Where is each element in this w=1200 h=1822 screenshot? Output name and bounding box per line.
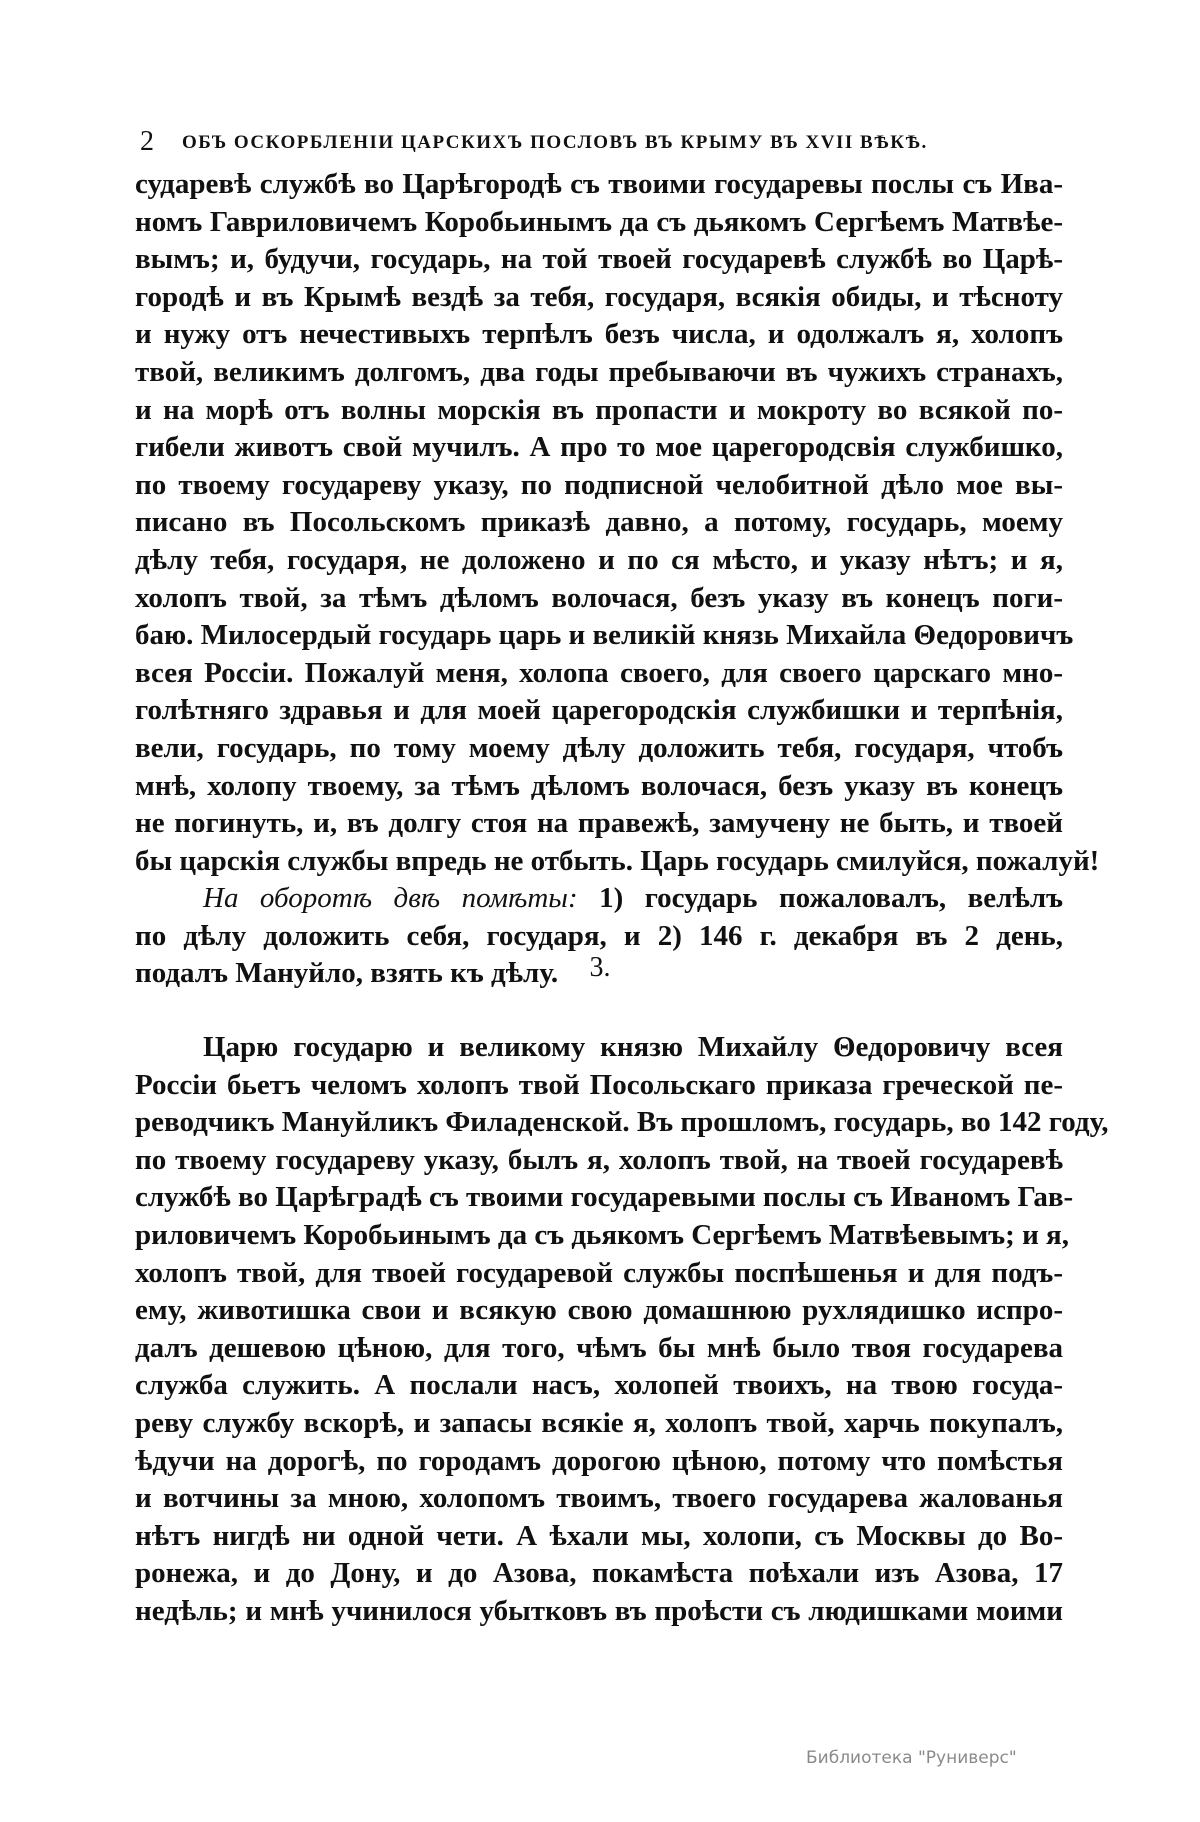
library-watermark: Библиотека "Руниверс" [806,1748,1017,1768]
note-line: подалъ Мануйло, взять къ дѣлу. [135,957,559,990]
text-line: вели, государь, по тому моему дѣлу доложить тебя, государя, чтобъ [135,731,1063,764]
text-line: риловичемъ Коробьинымъ да съ дьякомъ Сергѣемъ Матвѣевымъ; и я, [135,1218,1069,1251]
text-line: ронежа, и до Дону, и до Азова, покамѣста поѣхали изъ Азова, 17 [135,1557,1063,1590]
text-line: не погинуть, и, въ долгу стоя на правежѣ, замучену не быть, и твоей [135,807,1063,840]
note-line: по дѣлу доложить себя, государя, и 2) 146 г. декабря въ 2 день, [135,919,1063,952]
text-line: голѣтняго здравья и для моей царегородскія службишки и терпѣнія, [135,694,1063,727]
text-line: недѣль; и мнѣ учинилося убытковъ въ проѣсти съ людишками моими [135,1594,1063,1627]
section-number: 3. [589,952,611,983]
document-3-text [135,1029,1109,1631]
text-line: и вотчины за мною, холопомъ твоимъ, твоего государева жалованья [135,1482,1063,1515]
text-line: писано въ Посольскомъ приказѣ давно, а потому, государь, моему [135,506,1063,539]
text-line: Россіи бьетъ челомъ холопъ твой Посольскаго приказа греческой пе- [135,1068,1063,1101]
text-line: холопъ твой, за тѣмъ дѣломъ волочася, безъ указу въ конецъ поги- [135,581,1063,614]
running-header [140,126,1020,160]
text-line: гибели животъ свой мучилъ. А про то мое царегородсвія службишко, [135,431,1063,464]
text-line: Царю государю и великому князю Михайлу Θедоровичу всея [203,1031,1063,1063]
text-line: номъ Гавриловичемъ Коробьинымъ да съ дьякомъ Сергѣемъ Матвѣе- [135,205,1063,238]
page-number: 2 [140,126,154,157]
note-text: 1) государь пожаловалъ, велѣлъ [577,882,1063,915]
text-line: дѣлу тебя, государя, не доложено и по ся мѣсто, и указу нѣтъ; и я, [135,543,1063,576]
text-line: и нужу отъ нечестивыхъ терпѣлъ безъ числа, и одолжалъ я, холопъ [135,318,1063,351]
text-line: реву службу вскорѣ, и запасы всякіе я, холопъ твой, харчь покупалъ, [135,1406,1063,1439]
note-italic: На оборотѣ двѣ помѣты: [203,882,578,915]
text-line: баю. Милосердый государь царь и великій князь Михайла Θедоровичъ [135,619,1074,652]
text-line: далъ дешевою цѣною, для того, чѣмъ бы мнѣ было твоя государева [135,1331,1063,1364]
text-line: городѣ и въ Крымѣ вездѣ за тебя, государя, всякія обиды, и тѣсноту [135,280,1063,313]
running-title: ОБЪ ОСКОРБЛЕНІИ ЦАРСКИХЪ ПОСЛОВЪ ВЪ КРЫМУ ВЪ XVII ВѢКѢ. [182,132,928,153]
text-line: и на морѣ отъ волны морскія въ пропасти и мокроту во всякой по- [135,393,1063,426]
text-line: мнѣ, холопу твоему, за тѣмъ дѣломъ волочася, безъ указу въ конецъ [135,769,1063,802]
text-line: ѣдучи на дорогѣ, по городамъ дорогою цѣною, потому что помѣстья [135,1444,1063,1477]
text-line: бы царскія службы впредь не отбыть. Царь государь смилуйся, пожалуй! [135,844,1100,877]
text-line: по твоему государеву указу, былъ я, холопъ твой, на твоей государевѣ [135,1143,1063,1176]
document-2-text [135,166,1100,993]
text-line: служба служить. А послали насъ, холопей твоихъ, на твою госуда- [135,1369,1063,1402]
text-line: по твоему государеву указу, по подписной челобитной дѣло мое вы- [135,468,1063,501]
text-line: холопъ твой, для твоей государевой службы поспѣшенья и для подъ- [135,1256,1063,1289]
text-line: ему, животишка свои и всякую свою домашнюю рухлядишко испро- [135,1294,1063,1327]
text-line: службѣ во Царѣградѣ съ твоими государевыми послы съ Иваномъ Гав- [135,1181,1074,1214]
note-line [135,880,1063,918]
text-line: твой, великимъ долгомъ, два годы пребываючи въ чужихъ странахъ, [135,355,1063,388]
text-line: нѣтъ нигдѣ ни одной чети. А ѣхали мы, холопи, съ Москвы до Во- [135,1519,1063,1552]
text-line: вымъ; и, будучи, государь, на той твоей государевѣ службѣ во Царѣ- [135,243,1063,276]
text-line: всея Россіи. Пожалуй меня, холопа своего, для своего царскаго мно- [135,656,1063,689]
text-line: сударевѣ службѣ во Царѣгородѣ съ твоими государевы послы съ Ива- [135,168,1063,200]
text-line: реводчикъ Мануйликъ Филаденской. Въ прошломъ, государь, во 142 году, [135,1106,1109,1139]
